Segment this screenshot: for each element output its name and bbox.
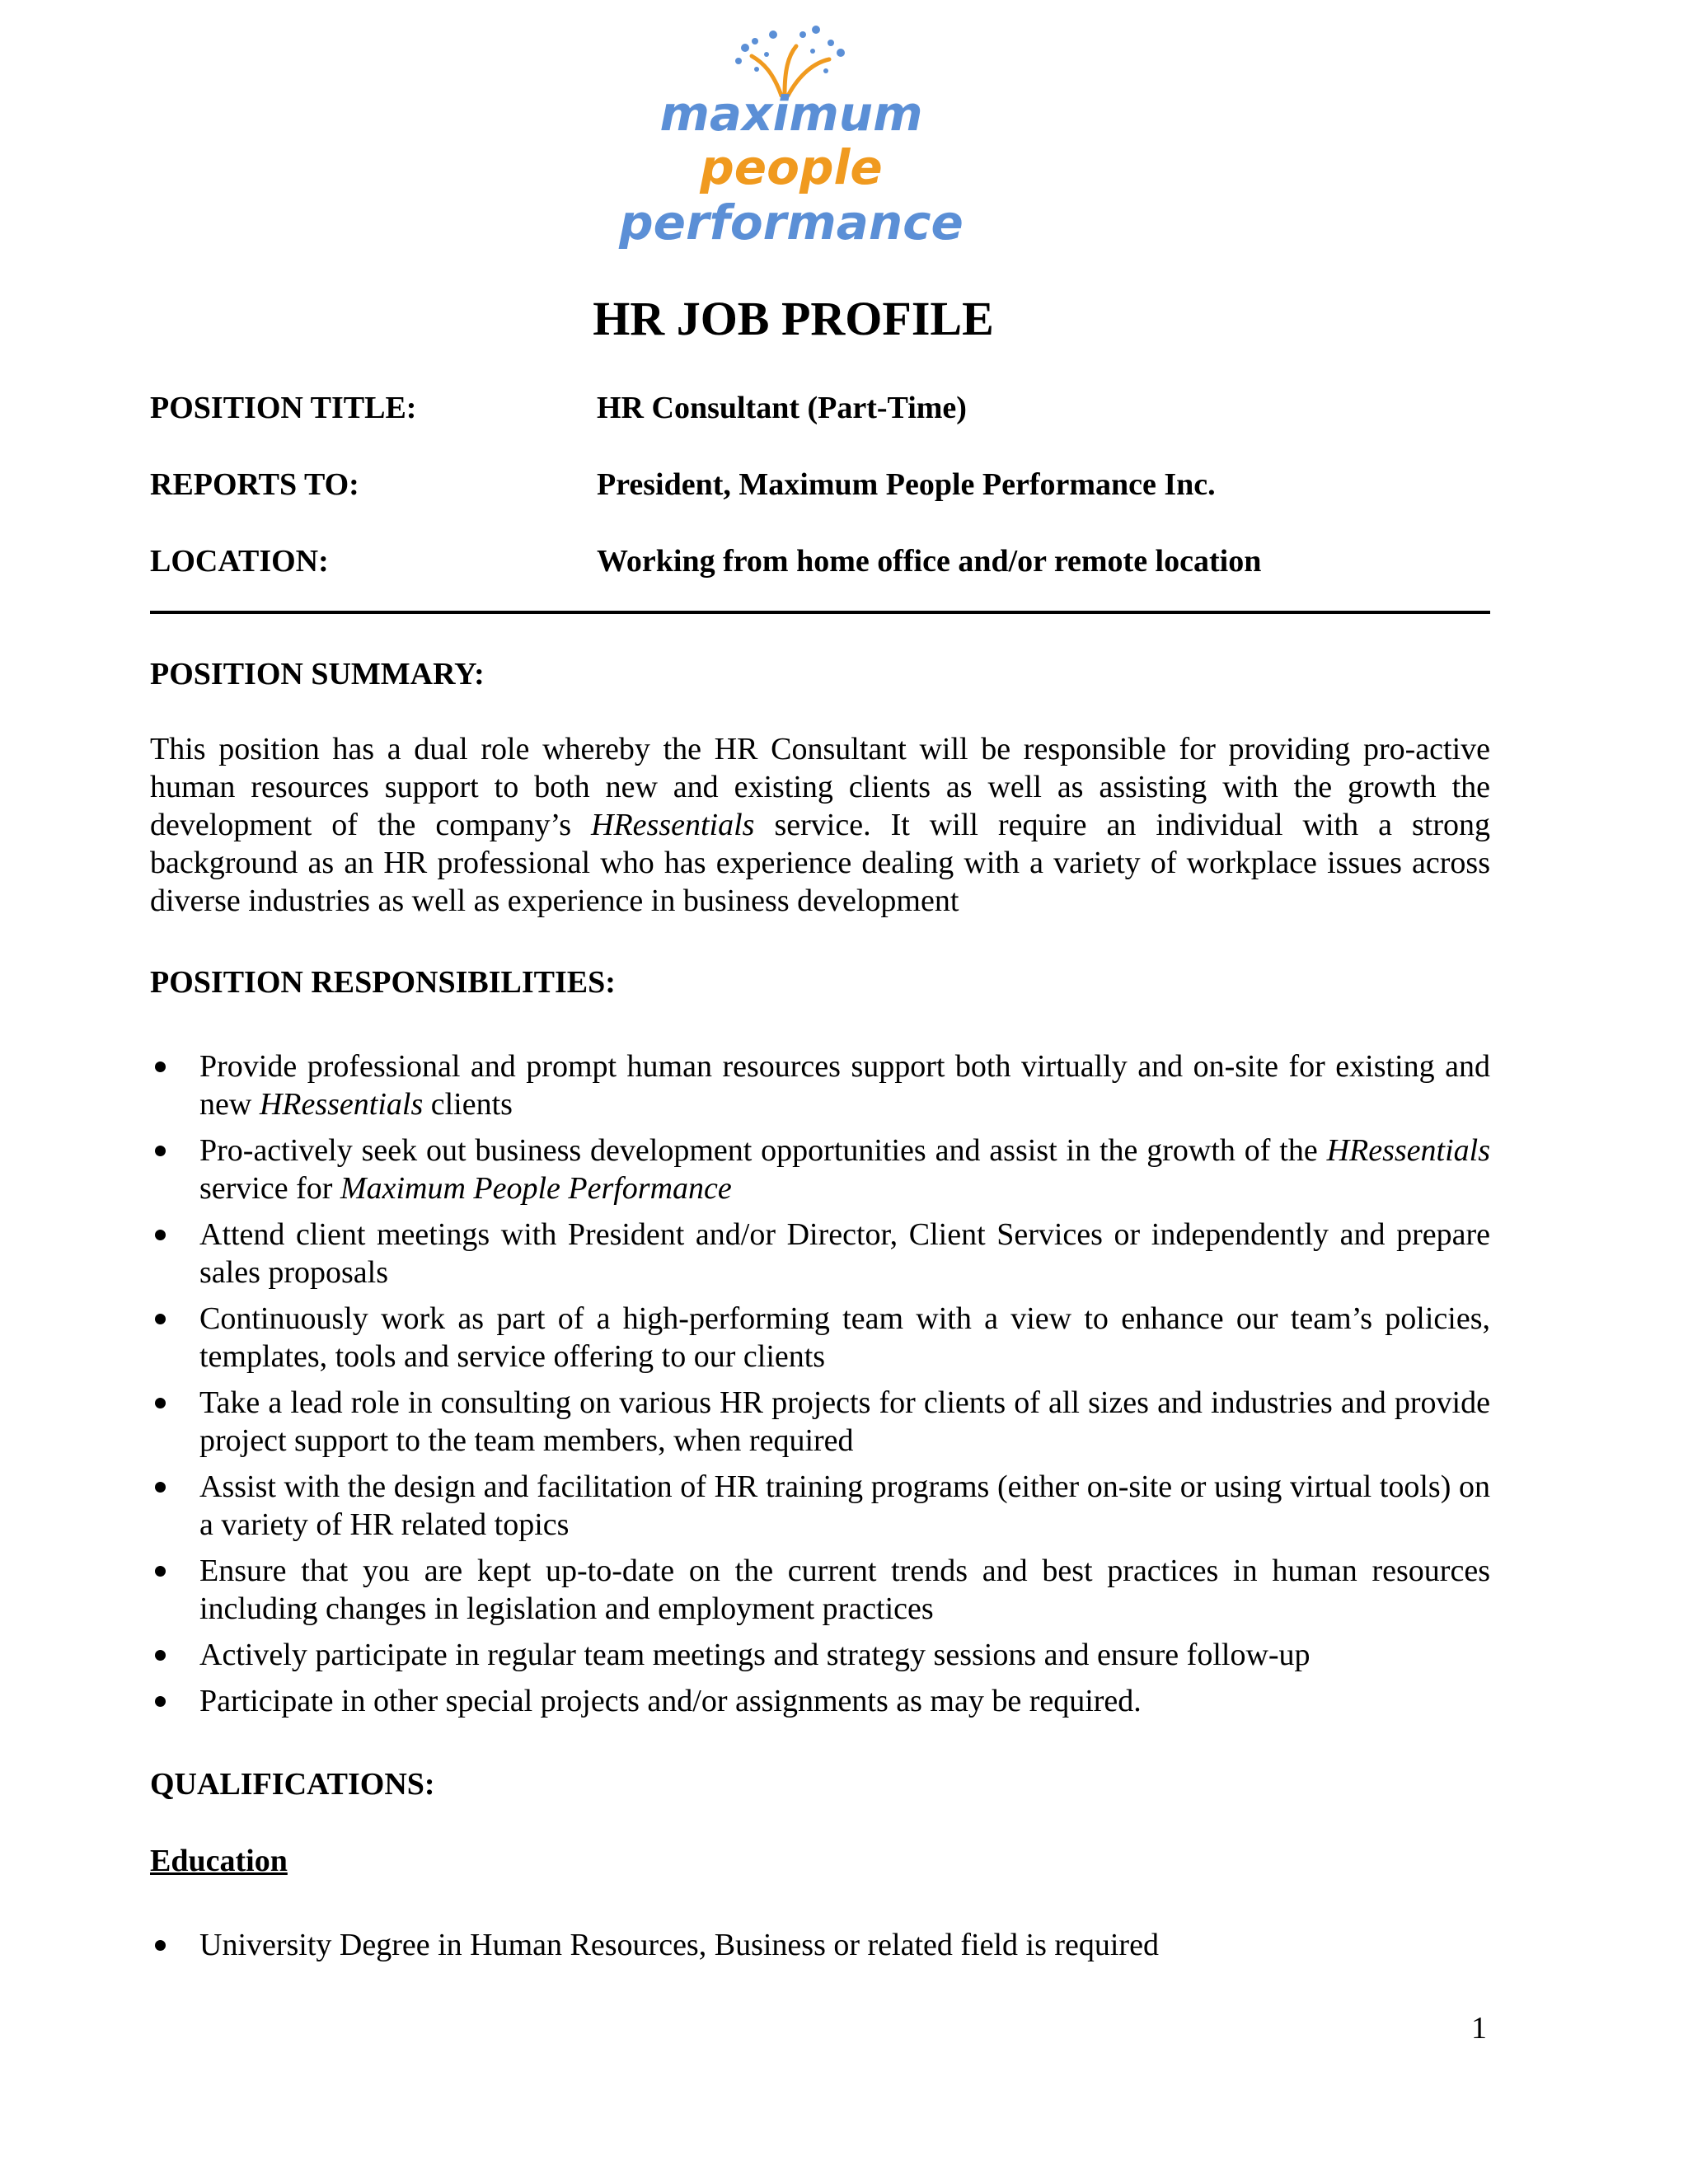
- summary-text-em: HRessentials: [591, 808, 755, 842]
- item-text: Participate in other special projects and/or assignments as may be required.: [199, 1684, 1142, 1718]
- summary-heading: POSITION SUMMARY:: [150, 657, 485, 691]
- bullet-icon: [155, 1062, 166, 1072]
- bullet-icon: [155, 1230, 166, 1240]
- logo-word-maximum: maximum: [659, 86, 923, 142]
- bullet-icon: [155, 1146, 166, 1156]
- list-item: [150, 1682, 1490, 1720]
- list-item: [150, 1047, 1490, 1123]
- education-list: [150, 1926, 1490, 1972]
- bullet-icon: [155, 1566, 166, 1577]
- header-divider: [150, 611, 1490, 614]
- company-logo: [569, 23, 1014, 262]
- summary-text-1: This position has a dual role whereby the HR Consultant will be responsible for providing pro-active human resources support to both new and existing clients as well as assisting with the growth the development of the company’s: [150, 732, 1490, 842]
- logo-word-performance: performance: [619, 194, 964, 251]
- field-value: President, Maximum People Performance Inc.: [597, 467, 1216, 502]
- qualifications-heading: QUALIFICATIONS:: [150, 1767, 435, 1802]
- field-value: Working from home office and/or remote location: [597, 544, 1262, 579]
- bullet-icon: [155, 1940, 166, 1951]
- logo-word-people: people: [700, 139, 883, 195]
- list-item: [150, 1384, 1490, 1460]
- list-item: [150, 1132, 1490, 1207]
- item-text-em: HRessentials: [1326, 1133, 1490, 1168]
- item-text: Pro-actively seek out business development opportunities and assist in the growth of the: [199, 1133, 1327, 1168]
- field-label: POSITION TITLE:: [150, 391, 417, 425]
- item-text: service for: [199, 1171, 340, 1206]
- item-text: Continuously work as part of a high-performing team with a view to enhance our team’s policies, templates, tools and service offering to our clients: [199, 1301, 1490, 1374]
- item-text: Attend client meetings with President and/or Director, Client Services or independently and prepare sales proposals: [199, 1217, 1490, 1290]
- responsibilities-heading: POSITION RESPONSIBILITIES:: [150, 965, 616, 1000]
- item-text: Assist with the design and facilitation of HR training programs (either on-site or using virtual tools) on a variety of HR related topics: [199, 1469, 1490, 1542]
- page-title: HR JOB PROFILE: [593, 292, 994, 345]
- item-text-em: Maximum People Performance: [340, 1171, 732, 1206]
- item-text: Ensure that you are kept up-to-date on the current trends and best practices in human resources including changes in legislation and employment practices: [199, 1554, 1490, 1626]
- item-text-em: HRessentials: [259, 1087, 424, 1122]
- field-label: LOCATION:: [150, 544, 329, 579]
- summary-text-2: service. It will require an individual with a strong background as an HR professional who has experience dealing with a variety of workplace issues across diverse industries as well as experience in business development: [150, 808, 1490, 918]
- item-text: Provide professional and prompt human resources support both virtually and on-site for existing and new: [199, 1049, 1490, 1122]
- item-text: Actively participate in regular team meetings and strategy sessions and ensure follow-up: [199, 1638, 1311, 1672]
- bullet-icon: [155, 1398, 166, 1408]
- list-item: [150, 1636, 1490, 1674]
- page-number: 1: [1471, 2011, 1487, 2046]
- list-item: [150, 1216, 1490, 1291]
- list-item: [150, 1552, 1490, 1628]
- item-text: clients: [423, 1087, 513, 1122]
- education-heading: Education: [150, 1844, 288, 1878]
- field-label: REPORTS TO:: [150, 467, 359, 502]
- list-item: [150, 1468, 1490, 1544]
- item-text: Take a lead role in consulting on various HR projects for clients of all sizes and industries and provide project support to the team members, when required: [199, 1385, 1490, 1458]
- bullet-icon: [155, 1314, 166, 1324]
- summary-paragraph: [150, 730, 1490, 920]
- list-item: [150, 1926, 1490, 1964]
- responsibilities-list: [150, 1047, 1490, 1728]
- bullet-icon: [155, 1650, 166, 1661]
- bullet-icon: [155, 1482, 166, 1493]
- field-value: HR Consultant (Part-Time): [597, 391, 967, 425]
- list-item: [150, 1300, 1490, 1376]
- bullet-icon: [155, 1696, 166, 1707]
- item-text: University Degree in Human Resources, Business or related field is required: [199, 1928, 1159, 1962]
